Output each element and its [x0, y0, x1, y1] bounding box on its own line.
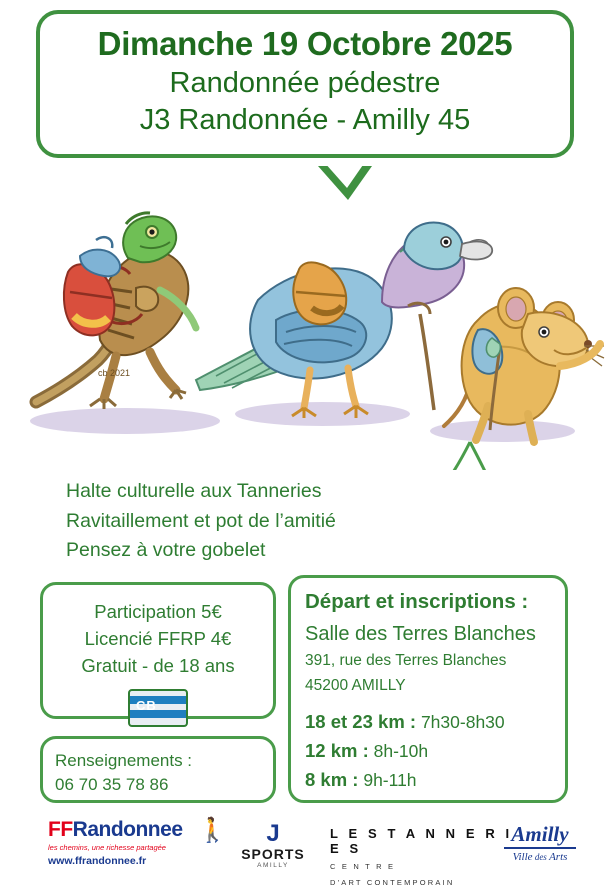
- horaire-row: [305, 766, 551, 795]
- horaire-distance: 18 et 23 km :: [305, 711, 417, 733]
- ffrandonnee-name-ff: FF: [48, 818, 73, 841]
- amilly-sub-ville: Ville: [512, 850, 533, 863]
- event-title: J3 Randonnée - Amilly 45: [139, 104, 471, 137]
- participation-gratuit: Gratuit - de 18 ans: [81, 654, 235, 676]
- renseignements-phone[interactable]: 06 70 35 78 86: [55, 775, 169, 795]
- amilly-sub-des: des: [534, 851, 547, 862]
- depart-inscriptions-box: [288, 575, 568, 803]
- horaire-distance: 12 km :: [305, 740, 369, 762]
- depart-address-line1: 391, rue des Terres Blanches: [305, 651, 507, 669]
- horaire-distance: 8 km :: [305, 768, 359, 790]
- illustration-area: [0, 180, 607, 470]
- horaire-row: [305, 737, 551, 766]
- amilly-divider: [504, 847, 576, 849]
- credit-card-cb-icon: [128, 689, 188, 727]
- renseignements-label: Renseignements :: [55, 751, 193, 770]
- pointer-connector-svg: [0, 180, 607, 470]
- sports-mark-icon: J: [266, 820, 280, 847]
- horaires-list: [305, 708, 551, 794]
- depart-address-line2: 45200 AMILLY: [305, 676, 406, 694]
- renseignements-box: [40, 736, 276, 803]
- amilly-ville-des-arts-logo[interactable]: [490, 824, 590, 863]
- depart-title: Départ et inscriptions :: [305, 590, 529, 613]
- participation-licencie: Licencié FFRP 4€: [84, 627, 232, 649]
- walker-icon: 🚶: [197, 817, 227, 844]
- sports-amilly-logo[interactable]: [238, 822, 308, 869]
- amilly-sub-arts: Arts: [549, 850, 568, 863]
- footer-logos: [0, 812, 607, 886]
- culture-line-3: Pensez à votre gobelet: [66, 539, 266, 562]
- amilly-name: Amilly: [511, 822, 569, 846]
- ffrandonnee-slogan: les chemins, une richesse partagée: [48, 843, 166, 852]
- sports-word: SPORTS: [241, 846, 305, 862]
- header-speech-bubble: [36, 10, 574, 158]
- cb-label: CB: [136, 698, 157, 714]
- ffrandonnee-name: [48, 817, 227, 844]
- amilly-subtitle: [490, 851, 590, 863]
- tanneries-sub-line2: D'ART CONTEMPORAIN: [330, 878, 455, 888]
- artist-signature: cb 2021: [98, 368, 131, 378]
- participation-price: Participation 5€: [94, 601, 222, 622]
- horaire-time: 7h30-8h30: [420, 712, 505, 733]
- event-type: Randonnée pédestre: [169, 67, 441, 100]
- tanneries-sub-line1: C E N T R E: [330, 862, 396, 871]
- horaire-time: 9h-11h: [363, 769, 417, 790]
- event-date: Dimanche 19 Octobre 2025: [97, 25, 513, 62]
- ffrandonnee-logo[interactable]: [48, 817, 227, 867]
- horaire-row: [305, 708, 551, 737]
- sports-sub: AMILLY: [257, 862, 289, 869]
- participation-box: [40, 582, 276, 719]
- culture-info-block: [66, 477, 486, 566]
- depart-venue: Salle des Terres Blanches: [305, 622, 536, 645]
- horaire-time: 8h-10h: [373, 741, 429, 762]
- culture-line-1: Halte culturelle aux Tanneries: [66, 480, 322, 502]
- ffrandonnee-url[interactable]: www.ffrandonnee.fr: [48, 855, 147, 867]
- ffrandonnee-name-rand: Randonnee: [72, 818, 183, 841]
- culture-line-2: Ravitaillement et pot de l’amitié: [66, 509, 336, 532]
- tanneries-title: L E S T A N N E R I E S: [330, 826, 513, 856]
